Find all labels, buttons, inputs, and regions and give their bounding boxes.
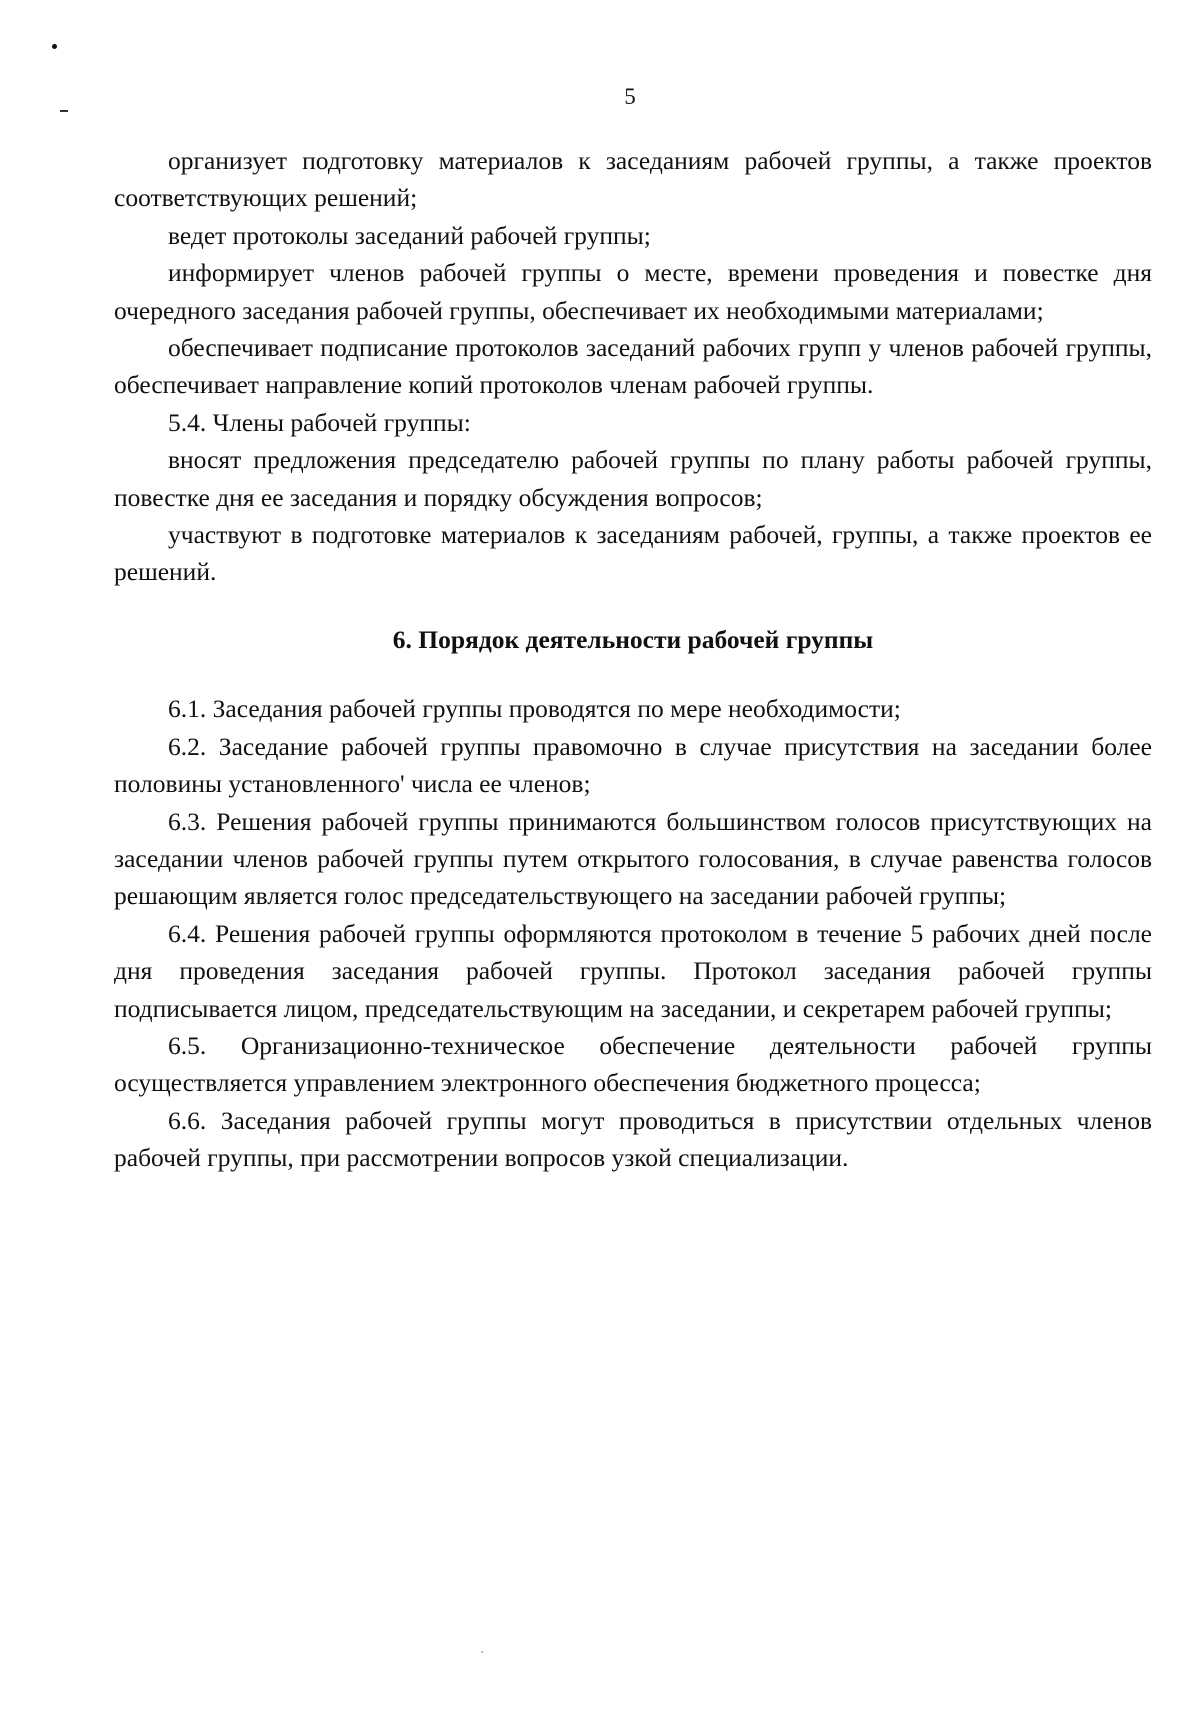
paragraph: 6.4. Решения рабочей группы оформляются протоколом в течение 5 рабочих дней после дня проведения заседания рабочей группы. Протокол заседания рабочей группы подписывается лицом, председательствующим на заседании, и секретарем рабочей группы; [114,918,1152,1023]
paragraph: ведет протоколы заседаний рабочей группы; [168,220,651,250]
paragraph: обеспечивает подписание протоколов заседаний рабочих групп у членов рабочей группы, обеспечивает направление копий протоколов членам рабочей группы. [114,333,1152,400]
paragraph: 6.6. Заседания рабочей группы могут проводиться в присутствии отдельных членов рабочей группы, при рассмотрении вопросов узкой специализации. [114,1105,1152,1173]
paragraph: вносят предложения председателю рабочей группы по плану работы рабочей группы, повестке дня ее заседания и порядку обсуждения вопросов; [114,445,1152,512]
paragraph: 6.5. Организационно-техническое обеспечение деятельности рабочей группы осуществляется управлением электронного обеспечения бюджетного процесса; [114,1030,1152,1098]
paragraph: участвуют в подготовке материалов к заседаниям рабочей, группы, а также проектов ее решений. [114,520,1152,587]
document-body [114,142,1152,1177]
paragraph: организует подготовку материалов к заседаниям рабочей группы, а также проектов соответствующих решений; [114,146,1152,213]
section-heading: 6. Порядок деятельности рабочей группы [392,624,874,654]
page-number: 5 [624,84,636,109]
paragraph: 6.3. Решения рабочей группы принимаются большинством голосов присутствующих на заседании членов рабочей группы путем открытого голосования, в случае равенства голосов решающим является голос председательствующего на заседании рабочей группы; [114,806,1152,911]
paragraph: 6.1. Заседания рабочей группы проводятся по мере необходимости; [168,694,901,724]
scan-dot-mark [52,44,57,49]
scan-dash-mark [60,110,68,112]
paragraph: 5.4. Члены рабочей группы: [168,407,471,437]
paragraph: 6.2. Заседание рабочей группы правомочно в случае присутствия на заседании более половины установленного' числа ее членов; [114,731,1152,799]
scan-speck-mark [481,1651,483,1653]
paragraph: информирует членов рабочей группы о месте, времени проведения и повестке дня очередного заседания рабочей группы, обеспечивает их необходимыми материалами; [114,258,1152,325]
